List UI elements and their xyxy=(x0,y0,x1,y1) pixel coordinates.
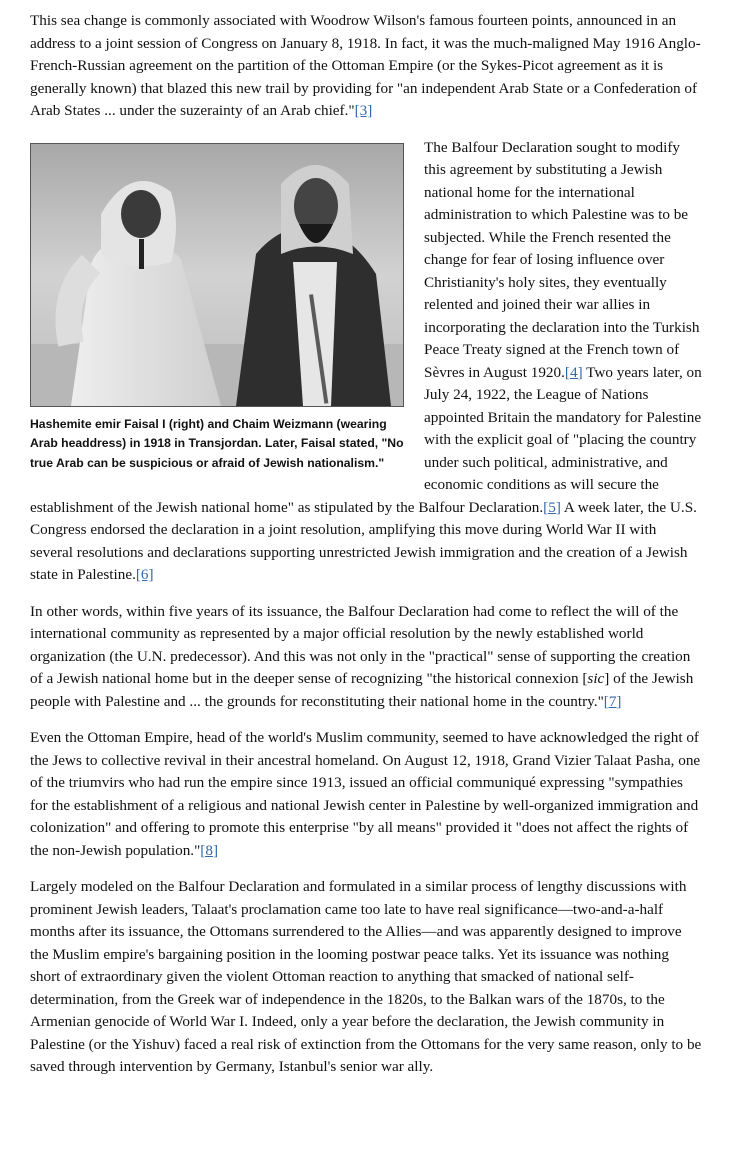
footnote-link-6[interactable]: [6] xyxy=(135,566,154,583)
paragraph-5 xyxy=(30,876,702,1079)
paragraph-2-text-b: Two years later, on July 24, 1922, the League of Nations appointed Britain the mandatory for Palestine with the explicit goal of "placing the country under such political, administrative, and economic conditions as will secure the establishment of the Jewish national home" as stipulated by the Balfour Declaration. xyxy=(30,363,702,516)
footnote-link-8[interactable]: [8] xyxy=(200,841,219,859)
footnote-link-3[interactable]: [3] xyxy=(354,102,373,119)
paragraph-2-text-a: The Balfour Declaration sought to modify this agreement by substituting a Jewish national home for the international administration to which Palestine was to be subjected. While the French resented the change for fear of losing influence over Christianity's holy sites, they eventually relented and joined their war allies in incorporating the declaration into the Turkish Peace Treaty signed at the French town of Sèvres in August 1920. xyxy=(424,138,700,381)
paragraph-5-text: Largely modeled on the Balfour Declaration and formulated in a similar process of lengthy discussions with prominent Jewish leaders, Talaat's proclamation came too late to have real significance—two-and-a-half months after its issuance, the Ottomans surrendered to the Allies—and was apparently designed to improve the Muslim empire's bargaining position in the looming postwar peace talks. Yet its issuance was nothing short of extraordinary given the violent Ottoman reaction to anything that smacked of national self-determination, from the Greek war of independence in the 1820s, to the Balkan wars of the 1870s, to the Armenian genocide of World War I. Indeed, only a year before the declaration, the Jewish community in Palestine (or the Yishuv) faced a real risk of extinction from the Ottomans for the very same reason, only to be saved through intervention by Germany, Istanbul's senior war ally. xyxy=(30,878,702,1075)
sic-italic: sic xyxy=(587,670,605,687)
paragraph-1 xyxy=(30,10,702,123)
paragraph-3 xyxy=(30,601,702,714)
paragraph-3-text-b: ] of the Jewish people with Palestine and ... the grounds for reconstituting their national home in the country." xyxy=(30,670,694,710)
paragraph-4 xyxy=(30,727,702,862)
paragraph-3-text-a: In other words, within five years of its issuance, the Balfour Declaration had come to reflect the will of the international community as represented by a major official resolution by the newly established world organization (the U.N. predecessor). And this was not only in the "practical" sense of supporting the creation of a Jewish national home but in the deeper sense of recognizing "the historical connexion [ xyxy=(30,602,691,687)
footnote-link-4[interactable]: [4] xyxy=(564,363,583,381)
photo-figure xyxy=(30,143,408,474)
historical-photo xyxy=(30,143,404,407)
photo-illustration xyxy=(31,144,403,406)
footnote-link-5[interactable]: [5] xyxy=(543,498,561,516)
paragraph-1-text: This sea change is commonly associated with Woodrow Wilson's famous fourteen points, announced in an address to a joint session of Congress on January 8, 1918. In fact, it was the much-maligned May 1916 Anglo-French-Russian agreement on the partition of the Ottoman Empire (or the Sykes-Picot agreement as it is generally known) that blazed this new trail by providing for "an independent Arab State or a Confederation of Arab States ... under the suzerainty of an Arab chief." xyxy=(30,12,701,119)
paragraph-2-text-c: A week later, the U.S. Congress endorsed the declaration in a joint resolution, amplifying this move during World War II with several resolutions and declarations supporting unrestricted Jewish immigration and the creation of a Jewish state in Palestine. xyxy=(30,498,697,583)
paragraph-4-text: Even the Ottoman Empire, head of the world's Muslim community, seemed to have acknowledged the right of the Jews to collective revival in their ancestral homeland. On August 12, 1918, Grand Vizier Talaat Pasha, one of the triumvirs who had run the empire since 1913, issued an official communiqué expressing "sympathies for the establishment of a religious and national Jewish center in Palestine by well-organized immigration and colonization" and offering to promote this enterprise "by all means" provided it "does not affect the rights of the non-Jewish population." xyxy=(30,729,701,859)
photo-caption: Hashemite emir Faisal I (right) and Chaim Weizmann (wearing Arab headdress) in 1918 in Transjordan. Later, Faisal stated, "No true Arab can be suspicious or afraid of Jewish nationalism." xyxy=(30,416,404,470)
footnote-link-7[interactable]: [7] xyxy=(603,692,622,710)
